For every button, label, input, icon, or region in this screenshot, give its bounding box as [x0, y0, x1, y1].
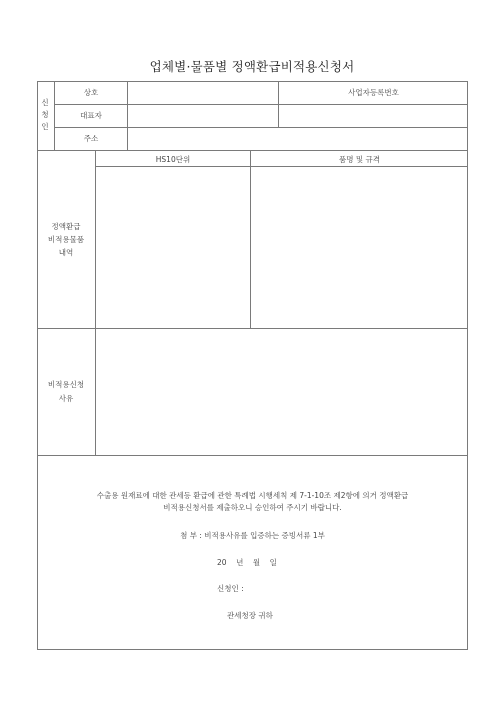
address-field[interactable]: [128, 128, 467, 149]
addressee: 관세청장 귀하: [227, 611, 273, 620]
date-line: 20 년 월 일: [217, 558, 277, 567]
side-label-line: 내역: [58, 248, 74, 257]
items-side-label: [37, 220, 95, 259]
divider: [37, 150, 468, 151]
col-header-name: 품명 및 규격: [339, 155, 380, 164]
side-label-char: 인: [41, 122, 49, 131]
form-title: 업체별·물품별 정액환급비적용신청서: [149, 59, 355, 74]
address-label: 주소: [83, 134, 99, 143]
reason-side-label: [37, 378, 95, 406]
company-field[interactable]: [128, 82, 277, 103]
biz-reg-label: 사업자등록번호: [348, 88, 399, 97]
side-label-char: 신: [41, 98, 49, 107]
side-label-line: 사유: [58, 394, 74, 403]
col-header-hs: HS10단위: [155, 155, 191, 164]
applicant-signature-label: 신청인 :: [217, 584, 244, 593]
divider: [37, 455, 468, 456]
representative-label: 대표자: [80, 111, 102, 120]
side-label-line: 비적용물품: [47, 235, 85, 244]
side-label-char: 청: [41, 110, 49, 119]
attachment-note: 첨 부 : 비적용사유를 입증하는 증빙서류 1부: [180, 531, 325, 540]
declaration-line-2: 비적용신청서를 제출하오니 승인하여 주시기 바랍니다.: [163, 503, 342, 512]
declaration-line-1: 수출용 원재료에 대한 관세등 환급에 관한 특례법 시행세칙 제 7-1-10조 제2항에 의거 정액환급: [96, 491, 409, 500]
item-name-area[interactable]: [251, 167, 467, 327]
company-label: 상호: [83, 88, 99, 97]
applicant-side-label: [38, 97, 52, 133]
reason-area[interactable]: [96, 329, 467, 454]
representative-field[interactable]: [128, 105, 277, 126]
biz-reg-field[interactable]: [279, 105, 467, 126]
hs-code-area[interactable]: [96, 167, 249, 327]
side-label-line: 정액환급: [51, 222, 81, 231]
side-label-line: 비적용신청: [47, 380, 85, 389]
